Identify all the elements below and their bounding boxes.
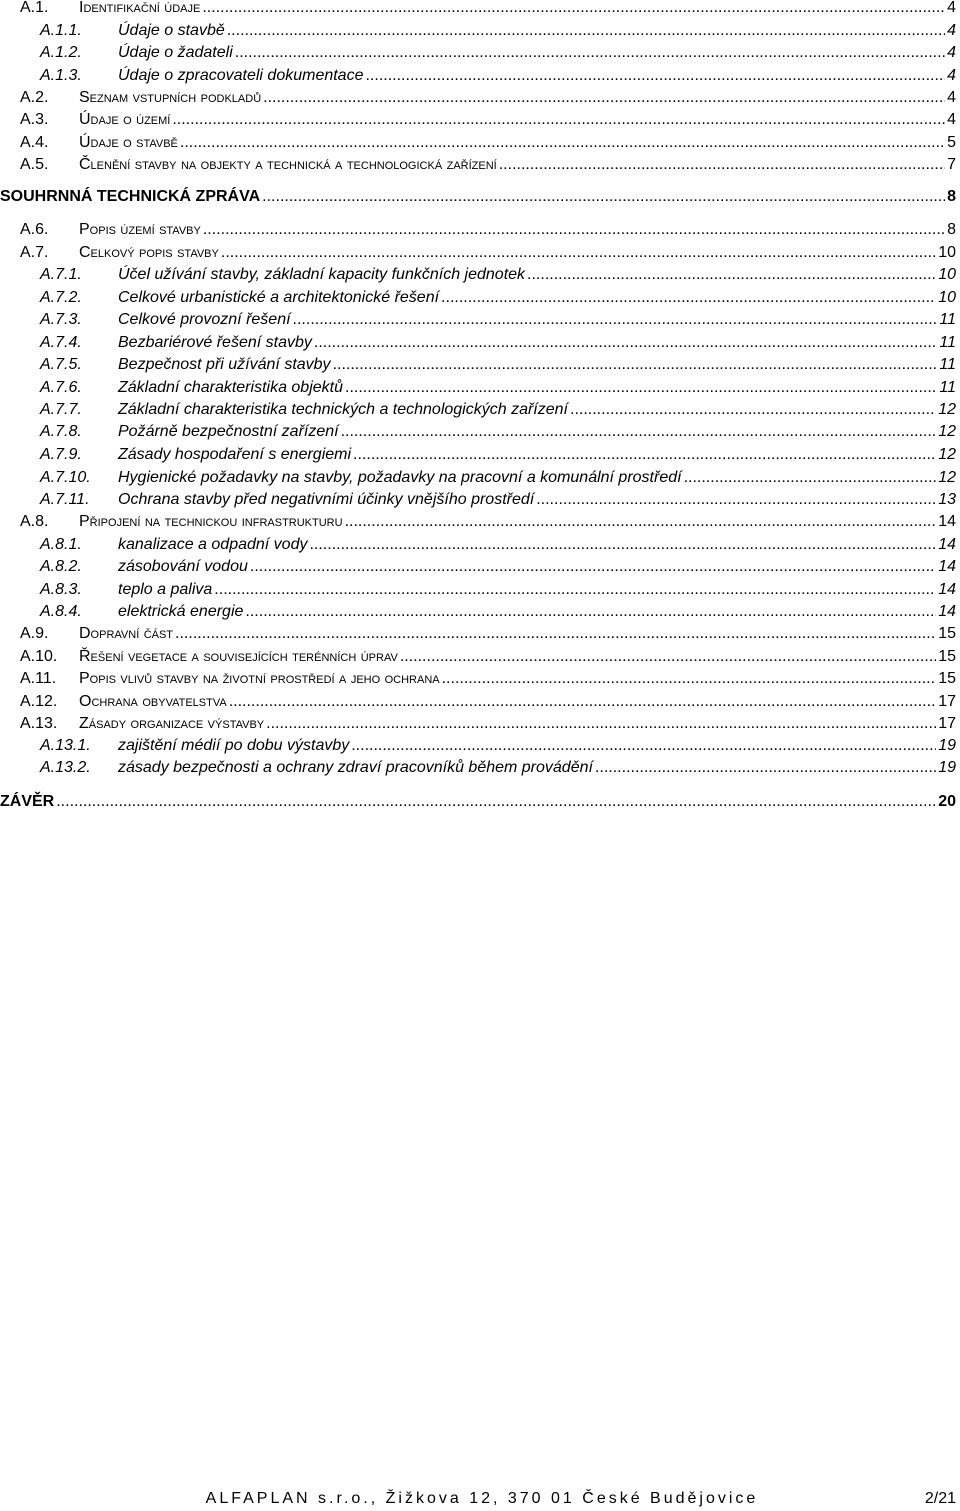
toc-entry-number: A.7.1. <box>40 266 82 283</box>
toc-entry-page: 12 <box>938 401 956 418</box>
toc-entry-title: kanalizace a odpadní vody <box>118 536 308 553</box>
toc-entry[interactable] <box>0 468 956 488</box>
toc-entry-number: A.6. <box>20 221 49 238</box>
toc-dot-leader <box>235 43 945 63</box>
toc-entry-title: Členění stavby na objekty a technická a technologická zařízení <box>79 156 497 173</box>
toc-dot-leader <box>345 378 937 398</box>
toc-entry[interactable] <box>0 792 956 812</box>
toc-entry[interactable] <box>0 133 956 153</box>
toc-entry-title: Celkové provozní řešení <box>118 311 291 328</box>
toc-entry-title: elektrická energie <box>118 603 244 620</box>
toc-dot-leader <box>353 445 936 465</box>
toc-dot-leader <box>684 468 937 488</box>
toc-dot-leader <box>250 557 936 577</box>
toc-dot-leader <box>341 422 937 442</box>
toc-entry-page: 14 <box>938 513 956 530</box>
toc-entry-page: 19 <box>938 737 956 754</box>
toc-entry-number: A.1.3. <box>40 67 82 84</box>
toc-dot-leader <box>351 736 936 756</box>
toc-entry[interactable] <box>0 355 956 375</box>
toc-entry-number: A.10. <box>20 648 58 665</box>
toc-entry-number: A.4. <box>20 134 49 151</box>
toc-entry-title: Základní charakteristika technických a technologických zařízení <box>118 401 568 418</box>
toc-entry-title: Požárně bezpečnostní zařízení <box>118 423 339 440</box>
toc-entry-number: A.8. <box>20 513 49 530</box>
toc-entry-title: Identifikační údaje <box>79 0 201 16</box>
toc-entry[interactable] <box>0 220 956 240</box>
toc-dot-leader <box>309 535 936 555</box>
toc-entry-page: 4 <box>947 67 956 84</box>
toc-entry-page: 11 <box>939 334 956 351</box>
toc-entry-page: 4 <box>947 44 956 61</box>
toc-entry-title: ZÁVĚR <box>0 793 55 810</box>
toc-entry-page: 7 <box>947 156 956 173</box>
toc-entry[interactable] <box>0 714 956 734</box>
toc-dot-leader <box>499 155 945 175</box>
toc-entry-number: A.3. <box>20 111 49 128</box>
toc-dot-leader <box>442 669 937 689</box>
toc-entry-page: 11 <box>939 379 956 396</box>
toc-entry[interactable] <box>0 265 956 285</box>
toc-dot-leader <box>175 624 936 644</box>
toc-dot-leader <box>266 714 936 734</box>
toc-entry-title: Údaje o žadateli <box>118 44 233 61</box>
toc-entry-page: 8 <box>947 188 956 205</box>
toc-entry-page: 15 <box>938 648 956 665</box>
toc-entry-number: A.1.2. <box>40 44 82 61</box>
toc-entry-page: 5 <box>947 134 956 151</box>
toc-dot-leader <box>595 758 936 778</box>
toc-entry[interactable] <box>0 310 956 330</box>
toc-entry-title: Základní charakteristika objektů <box>118 379 343 396</box>
toc-entry-title: Údaje o území <box>79 111 171 128</box>
toc-entry-page: 17 <box>938 715 956 732</box>
toc-entry-number: A.13. <box>20 715 58 732</box>
toc-entry[interactable] <box>0 422 956 442</box>
toc-entry-title: Připojení na technickou infrastrukturu <box>79 513 343 530</box>
toc-entry-page: 4 <box>947 0 956 16</box>
toc-entry-number: A.7.8. <box>40 423 82 440</box>
toc-dot-leader <box>345 512 937 532</box>
toc-entry-title: Účel užívání stavby, základní kapacity funkčních jednotek <box>118 266 526 283</box>
toc-entry-title: Popis vlivů stavby na životní prostředí a jeho ochrana <box>79 670 440 687</box>
toc-entry-number: A.1.1. <box>40 22 82 39</box>
toc-dot-leader <box>536 490 936 510</box>
toc-dot-leader <box>227 21 945 41</box>
toc-entry[interactable] <box>0 400 956 420</box>
toc-entry[interactable] <box>0 187 956 207</box>
toc-dot-leader <box>56 792 936 812</box>
toc-entry[interactable] <box>0 624 956 644</box>
toc-entry[interactable] <box>0 736 956 756</box>
toc-entry[interactable] <box>0 66 956 86</box>
toc-entry-number: A.9. <box>20 625 49 642</box>
toc-dot-leader <box>221 243 936 263</box>
toc-entry[interactable] <box>0 758 956 778</box>
toc-entry-page: 10 <box>938 244 956 261</box>
toc-entry[interactable] <box>0 445 956 465</box>
toc-entry-title: Bezbariérové řešení stavby <box>118 334 312 351</box>
toc-entry-title: Údaje o stavbě <box>118 22 225 39</box>
toc-entry-page: 11 <box>939 311 956 328</box>
toc-entry[interactable] <box>0 0 956 18</box>
toc-entry-page: 19 <box>938 759 956 776</box>
toc-entry-title: Seznam vstupních podkladů <box>79 89 262 106</box>
toc-entry[interactable] <box>0 490 956 510</box>
toc-entry[interactable] <box>0 512 956 532</box>
toc-entry-page: 14 <box>938 581 956 598</box>
toc-entry-title: Celkový popis stavby <box>79 244 219 261</box>
toc-dot-leader <box>527 265 936 285</box>
toc-entry[interactable] <box>0 110 956 130</box>
toc-dot-leader <box>441 288 936 308</box>
toc-entry-title: Ochrana stavby před negativními účinky vnějšího prostředí <box>118 491 535 508</box>
toc-dot-leader <box>400 647 936 667</box>
page-footer <box>0 1487 960 1511</box>
toc-entry[interactable] <box>0 155 956 175</box>
toc-entry-number: A.13.2. <box>40 759 91 776</box>
toc-entry-page: 13 <box>938 491 956 508</box>
toc-entry-page: 4 <box>947 111 956 128</box>
toc-entry-title: zásady bezpečnosti a ochrany zdraví pracovníků během provádění <box>118 759 593 776</box>
toc-dot-leader <box>570 400 936 420</box>
toc-dot-leader <box>263 88 945 108</box>
toc-entry-page: 14 <box>938 558 956 575</box>
toc-entry-page: 4 <box>947 22 956 39</box>
toc-entry-number: A.2. <box>20 89 49 106</box>
toc-entry[interactable] <box>0 669 956 689</box>
toc-entry[interactable] <box>0 647 956 667</box>
toc-entry-page: 10 <box>938 266 956 283</box>
toc-entry-page: 15 <box>938 625 956 642</box>
toc-entry-number: A.7.2. <box>40 289 82 306</box>
toc-entry-number: A.7.4. <box>40 334 82 351</box>
toc-entry-number: A.7.5. <box>40 356 82 373</box>
toc-entry-number: A.7.7. <box>40 401 82 418</box>
toc-entry-number: A.8.1. <box>40 536 82 553</box>
toc-entry[interactable] <box>0 692 956 712</box>
toc-entry[interactable] <box>0 580 956 600</box>
toc-entry-number: A.7.3. <box>40 311 82 328</box>
toc-entry-page: 4 <box>947 89 956 106</box>
toc-entry-title: zásobování vodou <box>118 558 248 575</box>
toc-entry-page: 14 <box>938 603 956 620</box>
toc-entry-page: 14 <box>938 536 956 553</box>
toc-entry-number: A.12. <box>20 693 58 710</box>
toc-entry[interactable] <box>0 333 956 353</box>
toc-dot-leader <box>229 692 937 712</box>
toc-entry-title: Celkové urbanistické a architektonické řešení <box>118 289 440 306</box>
toc-entry[interactable] <box>0 557 956 577</box>
toc-entry-number: A.7. <box>20 244 49 261</box>
toc-entry-number: A.7.10. <box>40 469 91 486</box>
footer-page-number: 2/21 <box>924 1490 956 1507</box>
toc-entry-title: Řešení vegetace a souvisejících terénních úprav <box>79 648 398 665</box>
toc-entry-number: A.8.2. <box>40 558 82 575</box>
toc-entry-title: Údaje o stavbě <box>79 134 178 151</box>
toc-entry-page: 8 <box>947 221 956 238</box>
toc-entry-page: 11 <box>939 356 956 373</box>
toc-dot-leader <box>203 220 945 240</box>
toc-entry-number: A.7.11. <box>40 491 90 508</box>
toc-entry-title: Hygienické požadavky na stavby, požadavky na pracovní a komunální prostředí <box>118 469 682 486</box>
toc-entry-title: Ochrana obyvatelstva <box>79 693 227 710</box>
toc-entry[interactable] <box>0 88 956 108</box>
toc-entry-number: A.5. <box>20 156 49 173</box>
toc-dot-leader <box>245 602 936 622</box>
toc-entry-page: 10 <box>938 289 956 306</box>
toc-entry[interactable] <box>0 43 956 63</box>
toc-entry-page: 20 <box>938 793 956 810</box>
toc-dot-leader <box>314 333 938 353</box>
toc-entry[interactable] <box>0 535 956 555</box>
toc-entry-title: Dopravní část <box>79 625 174 642</box>
toc-entry-title: SOUHRNNÁ TECHNICKÁ ZPRÁVA <box>0 188 261 205</box>
toc-entry-title: Údaje o zpracovateli dokumentace <box>118 67 364 84</box>
toc-dot-leader <box>262 187 945 207</box>
toc-entry-title: Popis území stavby <box>79 221 201 238</box>
toc-entry[interactable] <box>0 288 956 308</box>
toc-entry[interactable] <box>0 378 956 398</box>
toc-entry[interactable] <box>0 243 956 263</box>
toc-entry-number: A.13.1. <box>40 737 91 754</box>
toc-entry-page: 12 <box>938 446 956 463</box>
toc-entry-page: 17 <box>938 693 956 710</box>
toc-dot-leader <box>172 110 945 130</box>
toc-entry-number: A.11. <box>20 670 57 687</box>
toc-dot-leader <box>293 310 938 330</box>
toc-dot-leader <box>202 0 945 18</box>
toc-entry-number: A.8.3. <box>40 581 82 598</box>
toc-entry-page: 12 <box>938 423 956 440</box>
toc-entry-title: zajištění médií po dobu výstavby <box>118 737 350 754</box>
toc-dot-leader <box>214 580 936 600</box>
footer-company: ALFAPLAN s.r.o., Žižkova 12, 370 01 České Budějovice <box>205 1490 759 1507</box>
toc-dot-leader <box>333 355 938 375</box>
toc-entry-title: Bezpečnost při užívání stavby <box>118 356 331 373</box>
toc-entry-title: Zásady organizace výstavby <box>79 715 265 732</box>
toc-entry-title: Zásady hospodaření s energiemi <box>118 446 352 463</box>
toc-entry-number: A.7.6. <box>40 379 82 396</box>
toc-entry[interactable] <box>0 21 956 41</box>
toc-dot-leader <box>365 66 945 86</box>
toc-entry-title: teplo a paliva <box>118 581 213 598</box>
toc-entry-page: 15 <box>938 670 956 687</box>
toc-entry-number: A.1. <box>20 0 49 16</box>
toc-dot-leader <box>180 133 945 153</box>
toc-entry-page: 12 <box>938 469 956 486</box>
toc-entry-number: A.8.4. <box>40 603 82 620</box>
toc-entry[interactable] <box>0 602 956 622</box>
toc-entry-number: A.7.9. <box>40 446 82 463</box>
